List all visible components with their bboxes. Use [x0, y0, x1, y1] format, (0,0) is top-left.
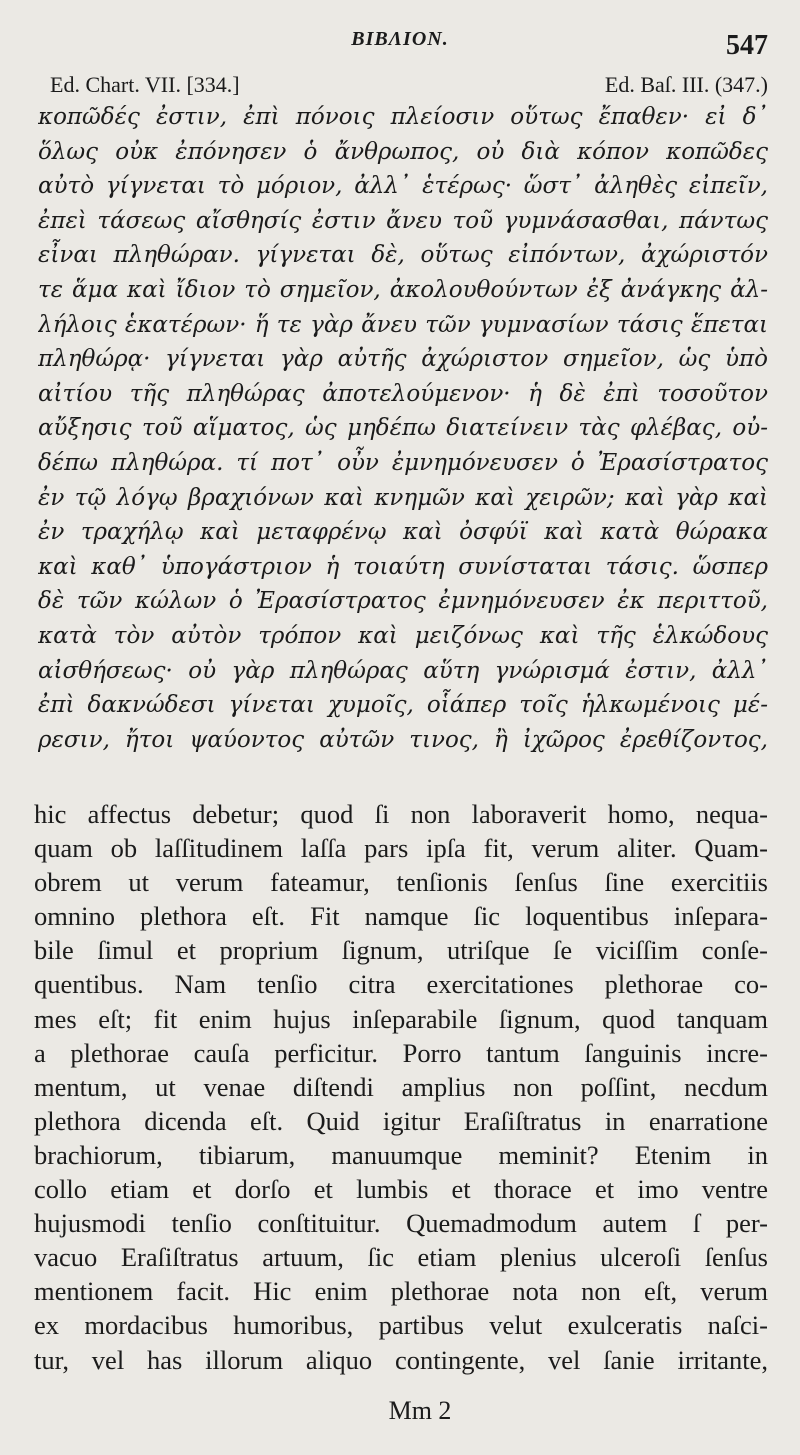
latin-text-line: bile ſimul et proprium ſignum, utriſque ſe viciſſim conſe-	[34, 935, 768, 966]
latin-text-line: mentionem facit. Hic enim plethorae nota non eſt, verum	[34, 1276, 768, 1307]
latin-text-line: omnino plethora eſt. Fit namque ſic loquentibus inſepara-	[34, 901, 768, 932]
page-number: 547	[726, 30, 768, 61]
greek-text-line: τε ἅμα καὶ ἴδιον τὸ σημεῖον, ἀκολουθούντων ἐξ ἀνάγκης ἀλ-	[38, 276, 768, 303]
greek-text-line: δέπω πληθώρα. τί ποτ᾽ οὖν ἐμνημόνευσεν ὁ Ἐρασίστρατος	[38, 449, 768, 476]
edition-basel: Ed. Baſ. III. (347.)	[604, 72, 768, 97]
signature-text: Mm 2	[388, 1396, 452, 1425]
signature-mark	[0, 1396, 800, 1426]
latin-text-line: a plethorae cauſa perficitur. Porro tantum ſanguinis incre-	[34, 1037, 768, 1068]
greek-text-line: εἶναι πληθώραν. γίγνεται δὲ, οὕτως εἰπόντων, ἀχώριστόν	[38, 242, 768, 269]
latin-text-line: hujusmodi tenſio conſtituitur. Quemadmodum autem ſ per-	[34, 1208, 768, 1239]
latin-text-line: plethora dicenda eſt. Quid igitur Eraſiſtratus in enarratione	[34, 1105, 768, 1136]
latin-text-line: vacuo Eraſiſtratus artuum, ſic etiam plenius ulceroſi ſenſus	[34, 1242, 768, 1273]
greek-text-line: αὐτὸ γίγνεται τὸ μόριον, ἀλλ᾽ ἑτέρως· ὥστ᾽ ἀληθὲς εἰπεῖν,	[38, 173, 768, 200]
greek-text-line: πληθώρᾳ· γίγνεται γὰρ αὐτῆς ἀχώριστον σημεῖον, ὡς ὑπὸ	[38, 346, 768, 373]
greek-text-line: ὅλως οὐκ ἐπόνησεν ὁ ἄνθρωπος, οὐ διὰ κόπον κοπῶδες	[38, 138, 768, 165]
latin-text-line: quentibus. Nam tenſio citra exercitationes plethorae co-	[34, 969, 768, 1000]
greek-text-line: λήλοις ἑκατέρων· ἥ τε γὰρ ἄνευ τῶν γυμνασίων τάσις ἕπεται	[38, 311, 768, 338]
greek-text-line: ἐπεὶ τάσεως αἴσθησίς ἐστιν ἄνευ τοῦ γυμνάσασθαι, πάντως	[38, 207, 768, 234]
greek-text-line: ρεσιν, ἤτοι ψαύοντος αὐτῶν τινος, ἢ ἰχῶρος ἐρεθίζοντος,	[38, 726, 768, 753]
latin-text-block	[34, 797, 768, 1377]
greek-text-line: καὶ καθ᾽ ὑπογάστριον ἡ τοιαύτη συνίσταται τάσις. ὥσπερ	[38, 553, 768, 580]
greek-text-line: κοπῶδές ἐστιν, ἐπὶ πόνοις πλείοσιν οὕτως ἔπαθεν· εἰ δ᾽	[38, 104, 768, 130]
greek-text-line: αἰτίου τῆς πληθώρας ἀποτελούμενον· ἡ δὲ ἐπὶ τοσοῦτον	[38, 380, 768, 407]
latin-text-line: quam ob laſſitudinem laſſa pars ipſa fit, verum aliter. Quam-	[34, 833, 768, 864]
edition-chartier: Ed. Chart. VII. [334.]	[50, 72, 240, 97]
latin-text-line: obrem ut verum fateamur, tenſionis ſenſus ſine exercitiis	[34, 867, 768, 898]
latin-text-line: ex mordacibus humoribus, partibus velut exulceratis naſci-	[34, 1310, 768, 1341]
latin-text-line: hic affectus debetur; quod ſi non laboraverit homo, nequa-	[34, 799, 768, 829]
greek-text-line: ἐν τῷ λόγῳ βραχιόνων καὶ κνημῶν καὶ χειρῶν; καὶ γὰρ καὶ	[38, 484, 768, 511]
greek-text-line: ἐπὶ δακνώδεσι γίνεται χυμοῖς, οἷάπερ τοῖς ἡλκωμένοις μέ-	[38, 692, 768, 719]
latin-text-line: mentum, ut venae diſtendi amplius non poſſint, necdum	[34, 1071, 768, 1102]
greek-text-block	[38, 100, 768, 757]
greek-text-line: κατὰ τὸν αὐτὸν τρόπον καὶ μειζόνως καὶ τῆς ἑλκώδους	[38, 622, 768, 649]
greek-text-line: ἐν τραχήλῳ καὶ μεταφρένῳ καὶ ὀσφύϊ καὶ κατὰ θώρακα	[38, 519, 768, 546]
latin-text-line: brachiorum, tibiarum, manuumque meminit? Etenim in	[34, 1139, 768, 1170]
greek-text-line: αἰσθήσεως· οὐ γὰρ πληθώρας αὕτη γνώρισμά ἐστιν, ἀλλ᾽	[38, 657, 768, 684]
latin-text-line: mes eſt; fit enim hujus inſeparabile ſignum, quod tanquam	[34, 1003, 768, 1034]
running-title: ΒΙΒΛΙΟΝ.	[351, 28, 449, 50]
greek-text-line: αὔξησις τοῦ αἵματος, ὡς μηδέπω διατείνειν τὰς φλέβας, οὐ-	[38, 415, 768, 442]
latin-text-line: tur, vel has illorum aliquo contingente, vel ſanie irritante,	[34, 1344, 768, 1375]
latin-text-line: collo etiam et dorſo et lumbis et thorace et imo ventre	[34, 1174, 768, 1205]
greek-text-line: δὲ τῶν κώλων ὁ Ἐρασίστρατος ἐμνημόνευσεν ἐκ περιττοῦ,	[38, 588, 768, 615]
edition-line	[50, 72, 768, 102]
